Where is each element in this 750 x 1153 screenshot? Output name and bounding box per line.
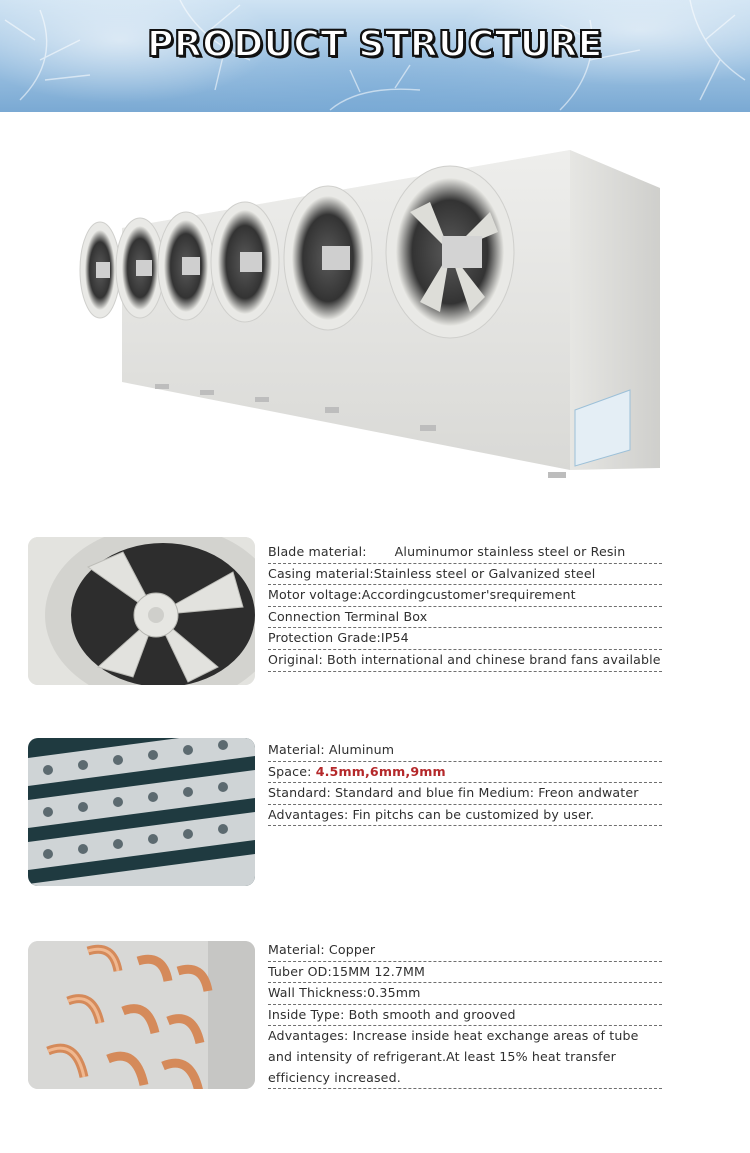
spec-label: Blade material: — [268, 544, 367, 559]
copper-tube-image — [28, 941, 255, 1089]
spec-value: Aluminumor stainless steel or Resin — [394, 544, 626, 559]
spec-protection-grade: Protection Grade:IP54 — [268, 628, 662, 650]
spec-fin-space — [268, 762, 662, 784]
aluminum-fin-image — [28, 738, 255, 886]
spec-tube-advantages-2: and intensity of refrigerant.At least 15% heat transfer — [268, 1048, 616, 1064]
spec-motor-voltage: Motor voltage:Accordingcustomer'srequirement — [268, 585, 662, 607]
fin-specs — [268, 740, 662, 826]
spec-tube-material: Material: Copper — [268, 940, 662, 962]
fan-specs — [268, 542, 662, 672]
spec-inside-type: Inside Type: Both smooth and grooved — [268, 1005, 662, 1027]
fan-image — [28, 537, 255, 685]
spec-wall-thickness: Wall Thickness:0.35mm — [268, 983, 662, 1005]
spec-fin-standard: Standard: Standard and blue fin Medium: Freon andwater — [268, 783, 662, 805]
spec-tube-od: Tuber OD:15MM 12.7MM — [268, 962, 662, 984]
spec-tube-advantages-1: Advantages: Increase inside heat exchange areas of tube — [268, 1028, 639, 1044]
spec-connection: Connection Terminal Box — [268, 607, 662, 629]
spec-original: Original: Both international and chinese brand fans available — [268, 650, 662, 672]
spec-fin-advantages: Advantages: Fin pitchs can be customized by user. — [268, 805, 662, 827]
copper-tube-specs — [268, 940, 662, 1089]
spec-tube-advantages-3: efficiency increased. — [268, 1068, 662, 1090]
page-title: PRODUCT STRUCTURE — [147, 24, 603, 65]
spec-value-highlight: 4.5mm,6mm,9mm — [315, 763, 446, 779]
spec-casing-material: Casing material:Stainless steel or Galvanized steel — [268, 564, 662, 586]
spec-label: Space: — [268, 763, 316, 779]
air-cooler-unit-image — [70, 150, 670, 510]
spec-blade-material — [268, 542, 662, 564]
spec-fin-material: Material: Aluminum — [268, 740, 662, 762]
title-banner — [0, 0, 750, 112]
